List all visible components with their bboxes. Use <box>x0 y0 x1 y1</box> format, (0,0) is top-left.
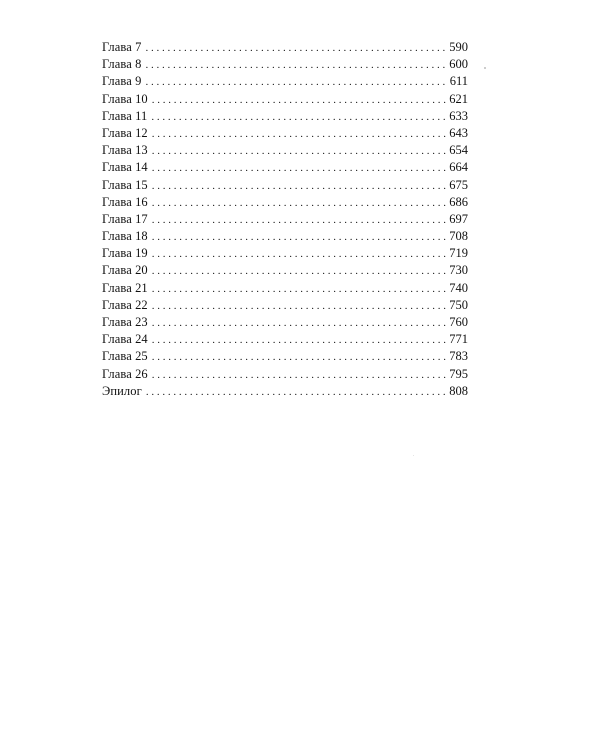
toc-entry-title: Глава 25 <box>102 349 148 364</box>
toc-entry-title: Глава 24 <box>102 332 148 347</box>
toc-entry-page: 771 <box>449 332 468 347</box>
toc-entry <box>102 211 468 228</box>
toc-dot-leader <box>152 246 447 263</box>
toc-dot-leader <box>152 126 447 143</box>
toc-entry <box>102 228 468 245</box>
toc-entry-title: Глава 26 <box>102 366 148 381</box>
toc-dot-leader <box>145 57 447 74</box>
toc-entry <box>102 245 468 262</box>
toc-entry <box>102 39 468 56</box>
toc-entry-title: Глава 20 <box>102 263 148 278</box>
toc-dot-leader <box>152 349 447 366</box>
toc-entry-title: Глава 16 <box>102 194 148 209</box>
toc-entry-page: 740 <box>449 280 468 295</box>
toc-entry-page: 600 <box>449 57 468 72</box>
toc-entry-title: Глава 15 <box>102 177 148 192</box>
toc-entry <box>102 159 468 176</box>
toc-entry-title: Эпилог <box>102 383 142 398</box>
toc-entry-page: 686 <box>449 194 468 209</box>
scan-speck <box>413 455 414 456</box>
toc-entry <box>102 73 468 90</box>
toc-entry-title: Глава 9 <box>102 74 142 89</box>
toc-entry-page: 719 <box>449 246 468 261</box>
toc-entry <box>102 91 468 108</box>
toc-entry <box>102 142 468 159</box>
toc-entry-title: Глава 13 <box>102 143 148 158</box>
toc-entry-page: 730 <box>449 263 468 278</box>
toc-entry-page: 621 <box>449 91 468 106</box>
toc-entry <box>102 262 468 279</box>
toc-entry-page: 611 <box>449 74 468 89</box>
toc-dot-leader <box>152 367 447 384</box>
toc-entry <box>102 56 468 73</box>
toc-entry <box>102 314 468 331</box>
toc-entry-page: 760 <box>449 315 468 329</box>
toc-dot-leader <box>152 332 447 349</box>
toc-entry-page: 654 <box>449 143 468 158</box>
toc-dot-leader <box>145 40 447 57</box>
toc-entry-title: Глава 23 <box>102 315 148 329</box>
toc-entry <box>102 125 468 142</box>
toc-entry <box>102 194 468 211</box>
toc-dot-leader <box>152 298 447 315</box>
toc-entry-page: 664 <box>449 160 468 175</box>
toc-dot-leader <box>146 384 447 401</box>
table-of-contents <box>102 39 468 400</box>
toc-entry-title: Глава 12 <box>102 125 148 140</box>
toc-entry <box>102 177 468 194</box>
toc-entry-title: Глава 19 <box>102 246 148 261</box>
toc-entry <box>102 280 468 297</box>
toc-entry-title: Глава 18 <box>102 229 148 244</box>
toc-entry-page: 783 <box>449 349 468 364</box>
toc-entry-title: Глава 8 <box>102 57 142 72</box>
toc-dot-leader <box>152 160 447 177</box>
toc-entry-page: 590 <box>449 40 468 54</box>
toc-dot-leader <box>151 109 447 126</box>
toc-dot-leader <box>152 229 447 246</box>
toc-dot-leader <box>152 212 447 229</box>
toc-entry-title: Глава 21 <box>102 280 148 295</box>
toc-entry-title: Глава 10 <box>102 91 148 106</box>
toc-entry-page: 697 <box>449 211 468 226</box>
toc-entry-page: 708 <box>449 229 468 244</box>
toc-dot-leader <box>152 263 447 280</box>
toc-dot-leader <box>152 281 447 298</box>
toc-entry <box>102 331 468 348</box>
toc-entry-page: 633 <box>449 108 468 123</box>
toc-entry <box>102 108 468 125</box>
toc-entry-page: 795 <box>449 366 468 381</box>
toc-entry <box>102 366 468 383</box>
toc-dot-leader <box>152 195 447 212</box>
toc-entry-title: Глава 7 <box>102 40 142 54</box>
scan-speck <box>484 67 486 69</box>
toc-entry-page: 675 <box>449 177 468 192</box>
toc-entry-title: Глава 22 <box>102 297 148 312</box>
toc-dot-leader <box>152 143 447 160</box>
toc-entry-page: 750 <box>449 297 468 312</box>
toc-entry <box>102 348 468 365</box>
toc-entry <box>102 297 468 314</box>
toc-entry-page: 808 <box>449 383 468 398</box>
toc-entry <box>102 383 468 400</box>
toc-dot-leader <box>152 178 447 195</box>
toc-entry-title: Глава 17 <box>102 211 148 226</box>
toc-dot-leader <box>152 92 447 109</box>
toc-entry-page: 643 <box>449 125 468 140</box>
toc-entry-title: Глава 11 <box>102 108 148 123</box>
toc-entry-title: Глава 14 <box>102 160 148 175</box>
toc-dot-leader <box>152 315 447 332</box>
toc-dot-leader <box>145 74 447 91</box>
